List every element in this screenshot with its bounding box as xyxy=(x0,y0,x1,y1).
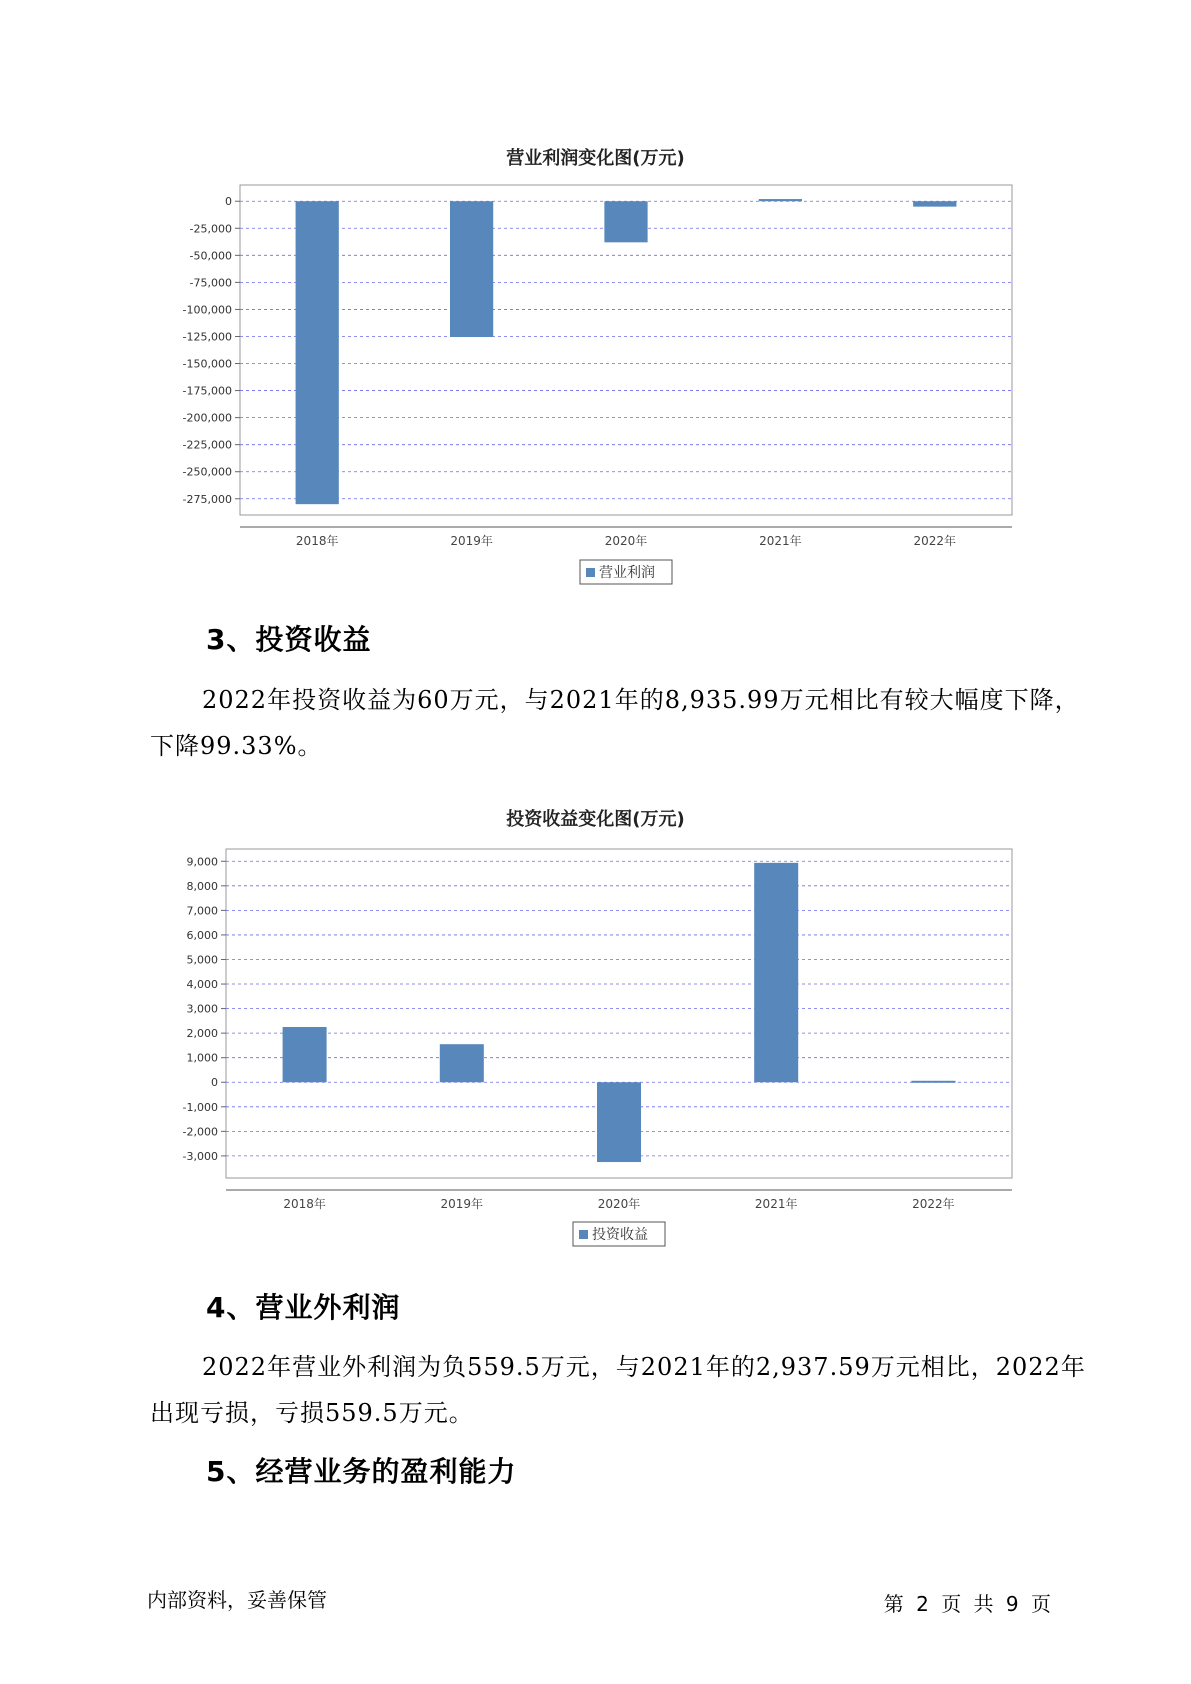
y-tick-label: -125,000 xyxy=(182,330,232,344)
y-tick-label: 3,000 xyxy=(186,1002,218,1016)
y-tick-label: -225,000 xyxy=(182,438,232,452)
x-tick-label: 2021年 xyxy=(759,534,802,548)
y-tick-label: 7,000 xyxy=(186,904,218,918)
y-tick-label: 6,000 xyxy=(186,928,218,942)
footer-confidential-note: 内部资料，妥善保管 xyxy=(147,1588,327,1612)
y-tick-label: -275,000 xyxy=(182,492,232,506)
x-tick-label: 2018年 xyxy=(283,1197,326,1211)
legend-label: 营业利润 xyxy=(599,565,655,581)
x-tick-label: 2018年 xyxy=(295,534,339,548)
x-tick-label: 2019年 xyxy=(440,1197,484,1211)
section-heading-nonoperating-profit: 4、营业外利润 xyxy=(206,1291,401,1324)
footer-page-number: 第 2 页 共 9 页 xyxy=(883,1592,1051,1616)
paragraph-investment: 2022年投资收益为60万元，与2021年的8,935.99万元相比有较大幅度下降，下降99.33%。 xyxy=(150,686,1080,760)
bar-2021年 xyxy=(754,863,798,1082)
y-tick-label: 5,000 xyxy=(186,953,218,967)
y-tick-label: 0 xyxy=(211,1076,218,1090)
y-tick-label: -3,000 xyxy=(182,1149,218,1163)
y-tick-label: 8,000 xyxy=(186,879,218,893)
x-tick-label: 2020年 xyxy=(604,534,648,548)
y-tick-label: -250,000 xyxy=(182,465,232,479)
y-tick-label: 4,000 xyxy=(186,978,218,992)
y-tick-label: -50,000 xyxy=(189,249,232,263)
section-heading-operating-margin: 5、经营业务的盈利能力 xyxy=(206,1455,517,1488)
y-tick-label: -200,000 xyxy=(182,411,232,425)
y-tick-label: -1,000 xyxy=(182,1100,218,1114)
y-tick-label: -75,000 xyxy=(189,276,232,290)
y-tick-label: -175,000 xyxy=(182,384,232,398)
x-tick-label: 2022年 xyxy=(913,534,957,548)
bar-2018年 xyxy=(283,1027,327,1082)
y-tick-label: -25,000 xyxy=(189,222,232,236)
bar-2019年 xyxy=(440,1044,484,1082)
x-tick-label: 2022年 xyxy=(912,1197,955,1211)
bar-2020年 xyxy=(597,1082,641,1162)
x-tick-label: 2021年 xyxy=(754,1197,798,1211)
y-tick-label: -100,000 xyxy=(182,303,232,317)
bar-2022年 xyxy=(911,1081,955,1083)
paragraph-nonoperating-profit: 2022年营业外利润为负559.5万元，与2021年的2,937.59万元相比，2022年出现亏损，亏损559.5万元。 xyxy=(150,1353,1086,1427)
y-tick-label: -150,000 xyxy=(182,357,232,371)
y-tick-label: 9,000 xyxy=(186,855,218,869)
y-tick-label: 1,000 xyxy=(186,1051,218,1065)
chart-title-investment-income: 投资收益变化图(万元) xyxy=(506,809,685,830)
x-tick-label: 2020年 xyxy=(597,1197,641,1211)
legend-swatch xyxy=(579,1230,588,1239)
section-heading-investment: 3、投资收益 xyxy=(206,623,372,656)
legend-label: 投资收益 xyxy=(592,1227,648,1243)
y-tick-label: -2,000 xyxy=(182,1125,218,1139)
y-tick-label: 0 xyxy=(225,195,232,209)
y-tick-label: 2,000 xyxy=(186,1027,218,1041)
x-tick-label: 2019年 xyxy=(450,534,493,548)
chart-title-operating-profit: 营业利润变化图(万元) xyxy=(506,148,685,169)
